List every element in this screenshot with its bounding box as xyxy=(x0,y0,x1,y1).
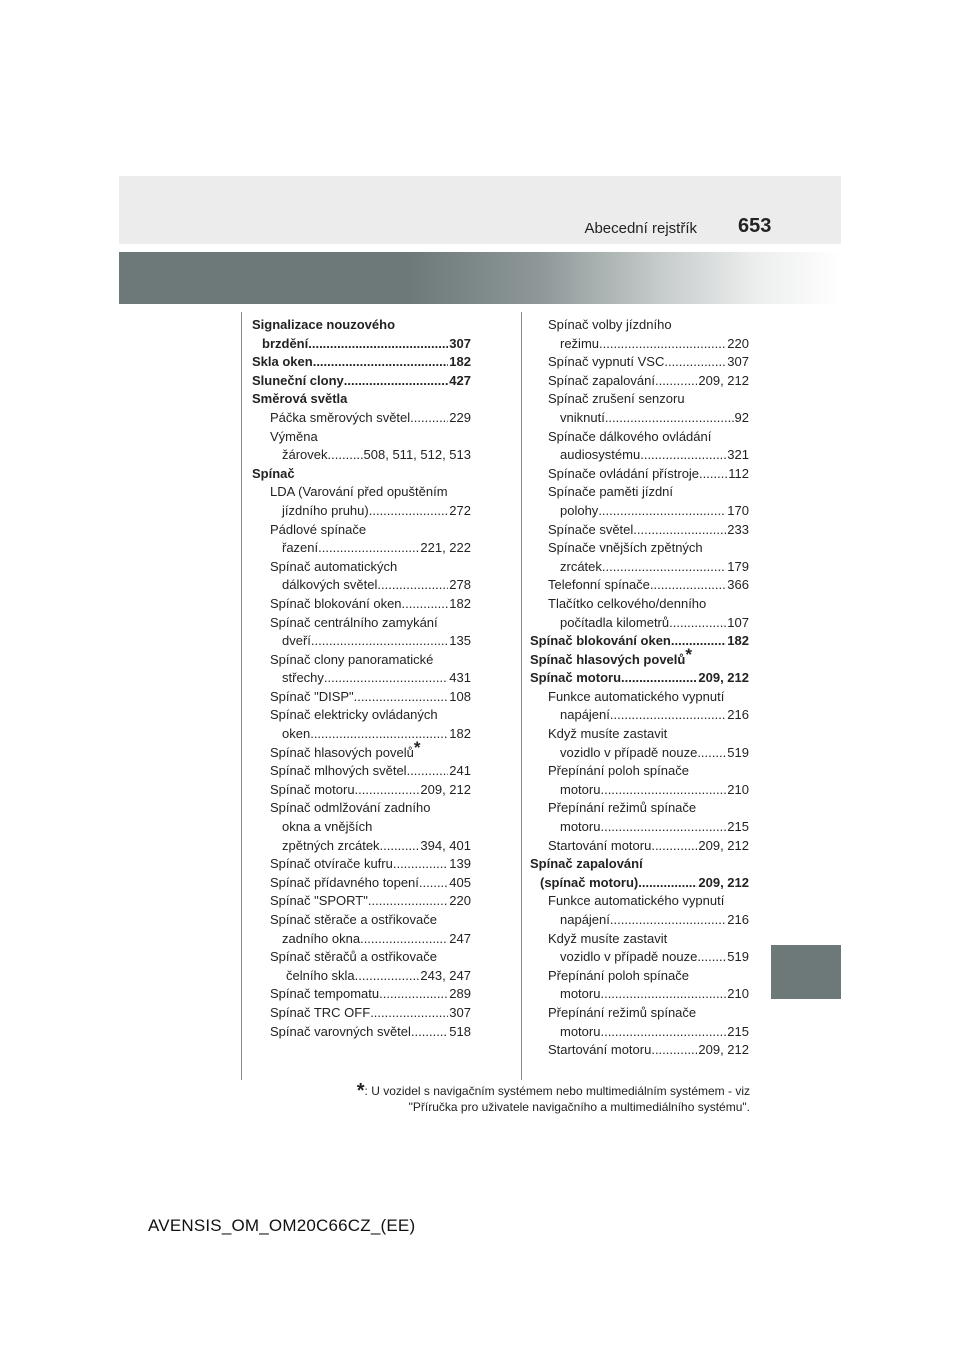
index-entry[interactable] xyxy=(252,837,471,856)
index-entry-text: Spínač "DISP" xyxy=(270,688,354,704)
header-gradient-bar xyxy=(119,252,841,304)
index-entry-text: LDA (Varování před opuštěním xyxy=(270,484,448,500)
index-entry xyxy=(530,892,749,911)
index-entry xyxy=(530,539,749,558)
index-entry-page[interactable]: 278 xyxy=(449,577,471,593)
index-entry[interactable] xyxy=(252,595,471,614)
index-entry xyxy=(530,644,749,670)
index-entry-text: Páčka směrových světel xyxy=(270,409,411,425)
dot-leader xyxy=(610,706,726,725)
index-entry xyxy=(530,967,749,986)
index-entry[interactable] xyxy=(530,576,749,595)
index-thumb-tab[interactable] xyxy=(771,945,841,999)
index-entry xyxy=(252,706,471,725)
index-entry[interactable] xyxy=(530,948,749,967)
index-entry-page[interactable]: 209, 212 xyxy=(698,670,749,686)
index-entry xyxy=(252,737,471,763)
index-entry[interactable] xyxy=(252,985,471,1004)
index-entry-page[interactable]: 209, 212 xyxy=(698,837,749,853)
page-number: 653 xyxy=(738,215,772,237)
index-entry xyxy=(530,855,749,874)
dot-leader xyxy=(610,911,726,930)
index-entry-text: audiosystému xyxy=(560,447,641,463)
footnote-line-1: : U vozidel s navigačním systémem nebo multimediálním systémem - viz xyxy=(364,1084,750,1098)
dot-leader xyxy=(650,576,726,595)
dot-leader xyxy=(697,948,726,967)
dot-leader xyxy=(369,502,449,521)
index-entry-page[interactable]: 210 xyxy=(727,986,749,1002)
index-entry-page[interactable]: 272 xyxy=(449,502,471,518)
index-entry-text: Spínač clony panoramatické xyxy=(270,651,434,667)
index-entry-text: Spínač centrálního zamykání xyxy=(270,614,438,630)
index-entry-text: Funkce automatického vypnutí xyxy=(548,893,725,909)
index-entry-page[interactable]: 216 xyxy=(727,912,749,927)
dot-leader xyxy=(368,892,448,911)
index-entry-page[interactable]: 220 xyxy=(727,335,749,351)
index-entry[interactable] xyxy=(530,744,749,763)
dot-leader xyxy=(669,614,726,633)
index-entry[interactable] xyxy=(252,502,471,521)
index-entry-text: Přepínání poloh spínače xyxy=(548,967,689,983)
index-entry-text: brzdění xyxy=(262,335,309,351)
index-entry-text: Směrová světla xyxy=(252,391,348,407)
index-entry-page[interactable]: 508, 511, 512, 513 xyxy=(363,447,471,463)
index-entry-text: Skla oken xyxy=(252,354,313,370)
dot-leader xyxy=(324,669,448,688)
index-entry-text: dveří xyxy=(282,633,311,649)
index-entry[interactable] xyxy=(530,446,749,465)
index-entry-page[interactable]: 182 xyxy=(449,595,471,611)
footnote xyxy=(356,1080,750,1115)
index-entry-text: vozidlo v případě nouze xyxy=(560,949,698,965)
index-entry-page[interactable]: 366 xyxy=(727,577,749,593)
index-entry xyxy=(530,688,749,707)
index-entry-text: Startování motoru xyxy=(548,837,652,853)
index-entry-page[interactable]: 182 xyxy=(449,354,471,370)
index-entry-page[interactable]: 229 xyxy=(449,409,471,425)
dot-leader xyxy=(370,1004,448,1023)
header-band xyxy=(119,176,841,244)
index-entry-page[interactable]: 221, 222 xyxy=(420,540,471,556)
index-entry[interactable] xyxy=(252,874,471,893)
index-entry-page[interactable]: 108 xyxy=(449,688,471,704)
index-entry-text: Spínač xyxy=(252,465,295,481)
index-entry xyxy=(530,428,749,447)
index-entry-page[interactable]: 247 xyxy=(449,930,471,946)
dot-leader xyxy=(651,1041,697,1060)
index-entry-page[interactable]: 307 xyxy=(727,354,749,370)
index-column-right xyxy=(530,316,749,1060)
dot-leader xyxy=(638,874,697,893)
index-entry xyxy=(252,483,471,502)
index-entry xyxy=(530,483,749,502)
index-entry[interactable] xyxy=(530,335,749,354)
index-entry[interactable] xyxy=(252,409,471,428)
index-entry-text: Spínač zrušení senzoru xyxy=(548,391,685,407)
index-entry-text: Výměna xyxy=(270,428,318,444)
index-entry xyxy=(530,799,749,818)
index-entry-page[interactable]: 307 xyxy=(449,335,471,351)
index-entry-page[interactable]: 182 xyxy=(449,726,471,742)
index-entry xyxy=(530,930,749,949)
index-entry[interactable] xyxy=(252,855,471,874)
index-entry-page[interactable]: 307 xyxy=(449,1004,471,1020)
dot-leader xyxy=(313,353,449,372)
index-entry-text: Spínač stěračů a ostřikovače xyxy=(270,949,437,965)
index-entry xyxy=(252,390,471,409)
index-entry-text: zrcátek xyxy=(560,558,602,574)
index-entry-page[interactable]: 519 xyxy=(727,744,749,760)
index-entry xyxy=(252,818,471,837)
dot-leader xyxy=(664,353,726,372)
dot-leader xyxy=(598,502,726,521)
index-entry-text: žárovek xyxy=(282,447,328,463)
index-entry-page[interactable]: 170 xyxy=(727,502,749,518)
index-entry-text: oken xyxy=(282,726,311,742)
index-entry-page[interactable]: 427 xyxy=(449,372,471,388)
index-entry-text: Spínače paměti jízdní xyxy=(548,484,674,500)
index-entry[interactable] xyxy=(530,465,749,484)
index-entry[interactable] xyxy=(530,911,749,930)
index-entry-text: Přepínání poloh spínače xyxy=(548,763,689,779)
dot-leader xyxy=(699,465,727,484)
index-entry-text: vniknutí xyxy=(560,409,605,425)
index-entry xyxy=(530,725,749,744)
index-entry-text: vozidlo v případě nouze xyxy=(560,744,698,760)
index-entry-page[interactable]: 519 xyxy=(727,949,749,965)
index-entry[interactable] xyxy=(252,372,471,391)
index-entry-text: Spínače dálkového ovládání xyxy=(548,428,712,444)
index-entry-page[interactable]: 394, 401 xyxy=(420,837,471,853)
index-entry-text: Spínač elektricky ovládaných xyxy=(270,707,438,723)
index-entry[interactable] xyxy=(252,632,471,651)
index-entry-page[interactable]: 518 xyxy=(449,1023,471,1039)
index-entry[interactable] xyxy=(252,335,471,354)
dot-leader xyxy=(360,930,448,949)
dot-leader xyxy=(697,744,726,763)
dot-leader xyxy=(671,632,726,651)
index-entry-text: Spínač zapalování xyxy=(548,372,655,388)
index-entry-text: Pádlové spínače xyxy=(270,521,367,537)
index-entry-text: Startování motoru xyxy=(548,1042,652,1058)
index-entry-text: Spínač hlasových povelů xyxy=(270,744,414,760)
dot-leader xyxy=(407,762,449,781)
index-entry-page[interactable]: 216 xyxy=(727,707,749,723)
index-entry-text: Signalizace nouzového xyxy=(252,317,396,332)
index-entry[interactable] xyxy=(530,818,749,837)
index-entry-text: Spínače vnějších zpětných xyxy=(548,540,703,556)
dot-leader xyxy=(411,1023,448,1042)
dot-leader xyxy=(308,335,448,354)
index-entry-page[interactable]: 431 xyxy=(449,670,471,686)
index-entry-text: Spínač motoru xyxy=(270,781,355,797)
index-entry xyxy=(252,465,471,484)
index-entry-page[interactable]: 112 xyxy=(728,465,749,481)
dot-leader xyxy=(640,446,726,465)
dot-leader xyxy=(355,967,420,986)
dot-leader xyxy=(599,335,726,354)
dot-leader xyxy=(600,1023,726,1042)
index-column-left xyxy=(252,316,471,1041)
index-entry-page[interactable]: 233 xyxy=(727,521,749,537)
column-rule-middle xyxy=(521,312,522,1080)
index-entry xyxy=(530,390,749,409)
index-entry[interactable] xyxy=(530,502,749,521)
index-entry-page[interactable]: 209, 212 xyxy=(698,874,749,890)
index-entry-page[interactable]: 210 xyxy=(727,781,749,797)
dot-leader xyxy=(410,409,448,428)
footnote-star-marker: * xyxy=(685,644,692,664)
index-entry[interactable] xyxy=(252,1004,471,1023)
index-entry[interactable] xyxy=(530,353,749,372)
index-entry[interactable] xyxy=(530,669,749,688)
dot-leader xyxy=(318,539,419,558)
index-entry-text: motoru xyxy=(560,819,601,835)
index-entry[interactable] xyxy=(252,930,471,949)
index-entry-page[interactable]: 182 xyxy=(727,633,749,649)
index-entry[interactable] xyxy=(530,409,749,428)
index-entry-text: Spínač přídavného topení xyxy=(270,874,419,890)
index-entry-page[interactable]: 107 xyxy=(727,614,749,630)
index-entry-text: Spínač blokování oken xyxy=(530,633,671,649)
footnote-star-marker: * xyxy=(413,737,421,757)
dot-leader xyxy=(377,576,448,595)
index-entry-text: polohy xyxy=(560,502,599,518)
dot-leader xyxy=(655,372,697,391)
index-entry[interactable] xyxy=(252,967,471,986)
document-id: AVENSIS_OM_OM20C66CZ_(EE) xyxy=(148,1216,416,1235)
index-entry[interactable] xyxy=(530,521,749,540)
dot-leader xyxy=(600,985,726,1004)
index-entry xyxy=(252,799,471,818)
index-entry-text: Spínač "SPORT" xyxy=(270,893,368,909)
index-entry-text: motoru xyxy=(560,986,601,1002)
dot-leader xyxy=(605,409,734,428)
index-entry-page[interactable]: 209, 212 xyxy=(698,372,749,388)
column-rule-left xyxy=(241,312,242,1080)
index-entry[interactable] xyxy=(530,837,749,856)
dot-leader xyxy=(633,521,726,540)
index-entry-text: Spínač volby jízdního xyxy=(548,317,672,332)
index-entry[interactable] xyxy=(252,576,471,595)
footnote-marker: * xyxy=(356,1080,365,1102)
index-entry-text: napájení xyxy=(560,707,610,723)
index-entry-text: Spínač zapalování xyxy=(530,856,643,872)
index-entry[interactable] xyxy=(252,892,471,911)
index-entry-text: dálkových světel xyxy=(282,577,378,593)
section-title: Abecední rejstřík xyxy=(584,220,697,237)
index-entry-page[interactable]: 135 xyxy=(449,633,471,649)
dot-leader xyxy=(379,985,448,1004)
footnote-line-2: "Příručka pro uživatele navigačního a multimediálního systému". xyxy=(408,1100,750,1114)
index-entry-text: řazení xyxy=(282,540,319,556)
index-entry-text: Přepínání režimů spínače xyxy=(548,1004,697,1020)
index-entry xyxy=(530,595,749,614)
dot-leader xyxy=(621,669,697,688)
index-entry xyxy=(252,428,471,447)
index-entry-page[interactable]: 139 xyxy=(449,856,471,872)
index-entry-text: Spínač vypnutí VSC xyxy=(548,354,665,370)
index-entry-page[interactable]: 321 xyxy=(727,447,749,463)
index-entry-text: jízdního pruhu) xyxy=(282,502,369,518)
index-entry[interactable] xyxy=(252,446,471,465)
dot-leader xyxy=(344,372,449,391)
index-entry[interactable] xyxy=(530,1041,749,1060)
index-entry[interactable] xyxy=(530,1023,749,1042)
index-entry[interactable] xyxy=(252,669,471,688)
dot-leader xyxy=(393,855,448,874)
index-entry-text: Spínač otvírače kufru xyxy=(270,856,393,872)
index-entry-text: Když musíte zastavit xyxy=(548,726,668,742)
dot-leader xyxy=(311,632,448,651)
index-entry xyxy=(252,651,471,670)
index-entry-page[interactable]: 179 xyxy=(727,558,749,574)
index-entry-text: režimu xyxy=(560,335,600,351)
index-entry-page[interactable]: 289 xyxy=(449,986,471,1002)
index-entry-text: okna a vnějších xyxy=(282,819,373,835)
dot-leader xyxy=(600,818,726,837)
index-entry[interactable] xyxy=(252,353,471,372)
index-entry[interactable] xyxy=(530,985,749,1004)
index-entry[interactable] xyxy=(530,874,749,893)
index-entry-text: Spínač blokování oken xyxy=(270,595,402,611)
index-entry-text: Spínač tempomatu xyxy=(270,986,380,1002)
index-entry xyxy=(530,1004,749,1023)
index-entry-page[interactable]: 215 xyxy=(727,1023,749,1039)
index-entry[interactable] xyxy=(252,781,471,800)
index-entry-page[interactable]: 220 xyxy=(449,893,471,909)
index-entry-text: Když musíte zastavit xyxy=(548,930,668,946)
index-entry-text: Spínač stěrače a ostřikovače xyxy=(270,912,437,927)
index-entry-page[interactable]: 209, 212 xyxy=(698,1042,749,1058)
index-entry xyxy=(252,948,471,967)
dot-leader xyxy=(419,874,448,893)
index-entry[interactable] xyxy=(252,762,471,781)
index-entry-text: motoru xyxy=(560,1023,601,1039)
dot-leader xyxy=(355,781,420,800)
index-entry-text: Spínač mlhových světel xyxy=(270,763,407,779)
index-entry xyxy=(530,762,749,781)
index-entry-text: Spínač varovných světel xyxy=(270,1023,411,1039)
index-entry[interactable] xyxy=(252,725,471,744)
index-entry[interactable] xyxy=(530,614,749,633)
dot-leader xyxy=(651,837,697,856)
index-entry-text: Spínače světel xyxy=(548,521,634,537)
index-entry-page[interactable]: 92 xyxy=(734,409,749,425)
index-entry-text: Spínač hlasových povelů xyxy=(530,651,686,667)
index-entry-page[interactable]: 405 xyxy=(449,874,471,890)
index-entry[interactable] xyxy=(252,539,471,558)
index-entry xyxy=(252,316,471,335)
index-entry-text: napájení xyxy=(560,912,610,927)
index-entry-text: Sluneční clony xyxy=(252,372,344,388)
index-entry-text: Spínač automatických xyxy=(270,558,398,574)
index-entry[interactable] xyxy=(530,372,749,391)
index-entry[interactable] xyxy=(530,558,749,577)
dot-leader xyxy=(354,688,449,707)
index-entry-text: počítadla kilometrů xyxy=(560,614,670,630)
index-entry xyxy=(252,521,471,540)
index-entry-page[interactable]: 215 xyxy=(727,819,749,835)
index-entry-text: Telefonní spínače xyxy=(548,577,650,593)
index-entry-text: čelního skla xyxy=(286,967,355,983)
index-entry-text: zpětných zrcátek xyxy=(282,837,380,853)
dot-leader xyxy=(402,595,449,614)
index-entry-text: Přepínání režimů spínače xyxy=(548,800,697,816)
index-entry-text: Funkce automatického vypnutí xyxy=(548,688,725,704)
index-entry xyxy=(252,911,471,930)
index-entry[interactable] xyxy=(530,781,749,800)
index-entry-page[interactable]: 209, 212 xyxy=(420,781,471,797)
index-entry[interactable] xyxy=(530,706,749,725)
index-entry-text: Spínač motoru xyxy=(530,670,622,686)
index-entry-page[interactable]: 243, 247 xyxy=(420,967,471,983)
index-entry-text: Spínač odmlžování zadního xyxy=(270,800,431,816)
index-entry-text: Tlačítko celkového/denního xyxy=(548,595,707,611)
dot-leader xyxy=(600,781,726,800)
index-entry-text: (spínač motoru) xyxy=(540,874,639,890)
index-entry-text: střechy xyxy=(282,670,324,686)
dot-leader xyxy=(602,558,726,577)
index-entry xyxy=(252,614,471,633)
index-entry[interactable] xyxy=(252,1023,471,1042)
index-entry[interactable] xyxy=(530,632,749,651)
index-entry xyxy=(252,558,471,577)
dot-leader xyxy=(380,837,420,856)
dot-leader xyxy=(328,446,363,465)
index-entry-page[interactable]: 241 xyxy=(449,763,471,779)
index-entry-text: motoru xyxy=(560,781,601,797)
index-entry xyxy=(530,316,749,335)
index-entry-text: zadního okna xyxy=(282,930,361,946)
dot-leader xyxy=(310,725,448,744)
index-entry[interactable] xyxy=(252,688,471,707)
index-entry-text: Spínače ovládání přístroje xyxy=(548,465,700,481)
index-entry-text: Spínač TRC OFF xyxy=(270,1004,371,1020)
